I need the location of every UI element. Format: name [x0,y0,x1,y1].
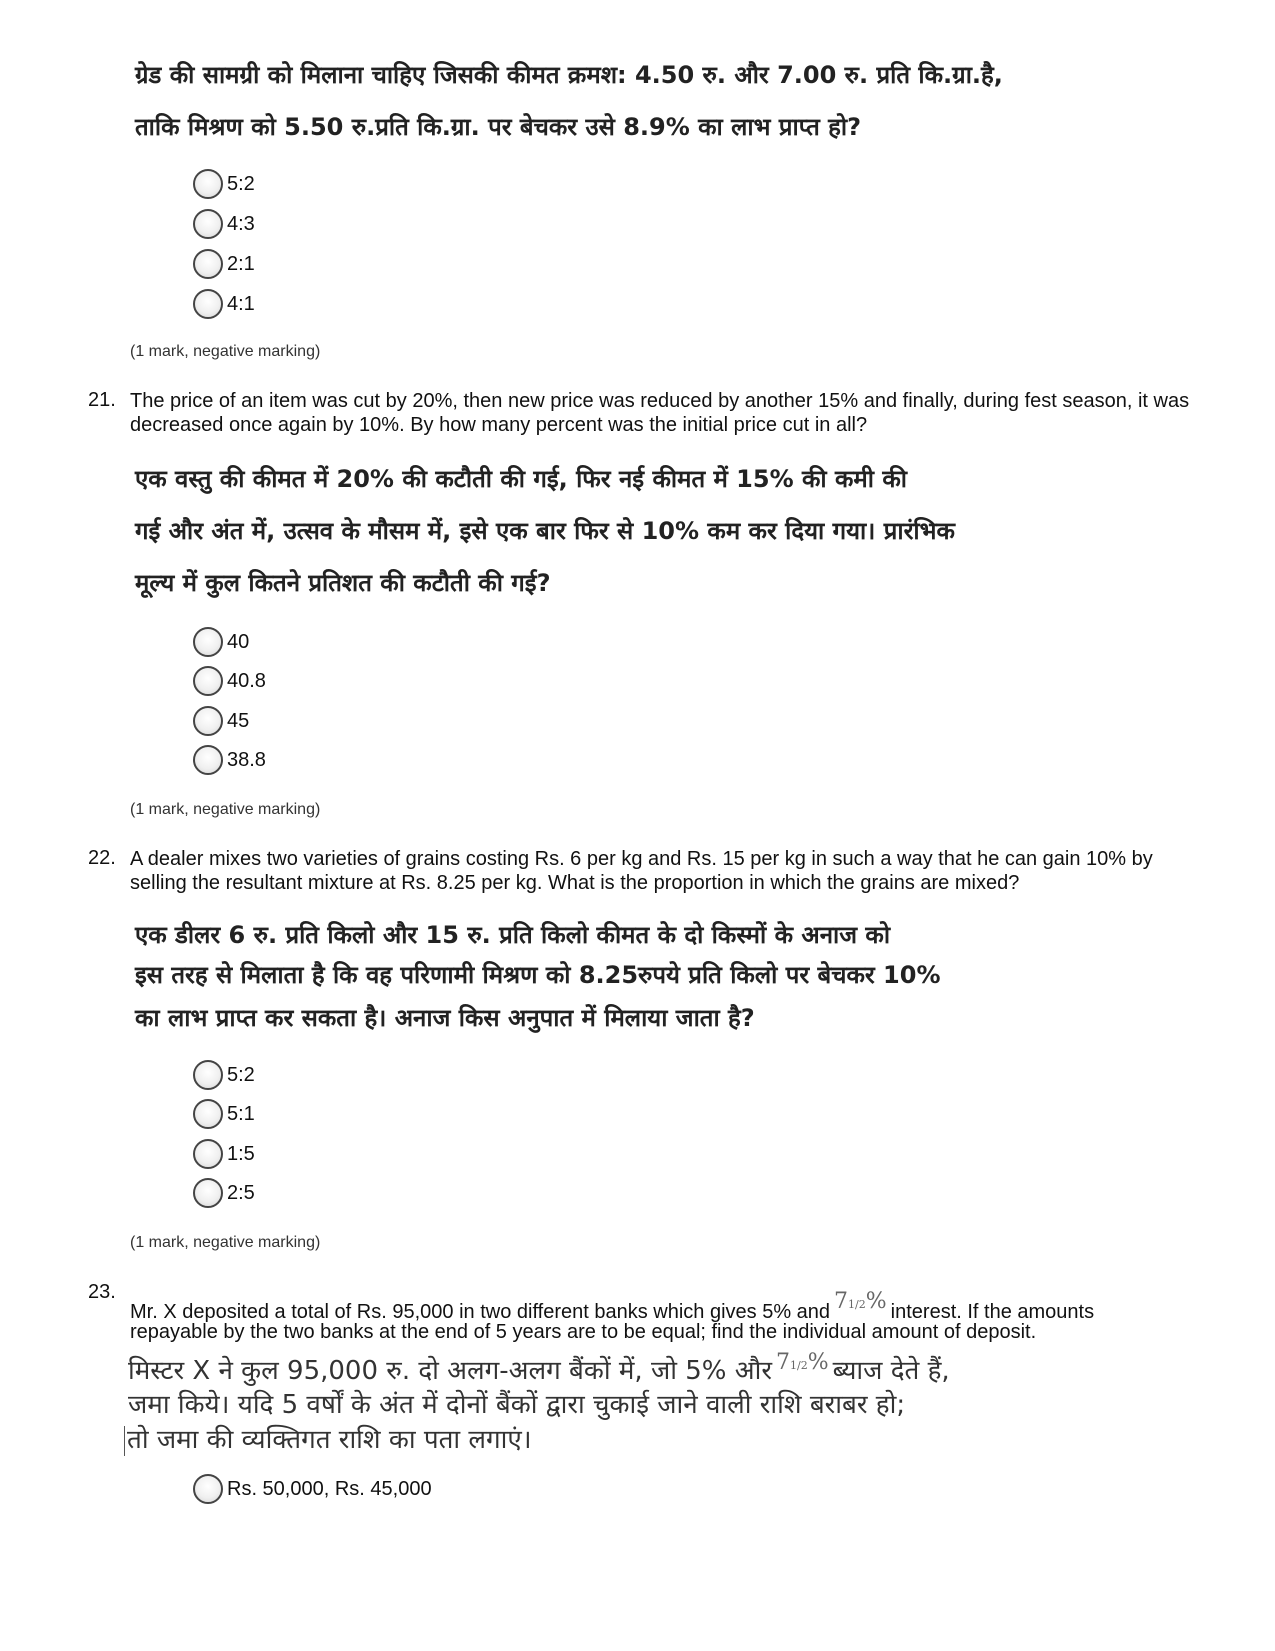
q23-text-line-1 [130,1290,1210,1324]
q22-marking-note: (1 mark, negative marking) [130,1234,321,1251]
q23-hindi-line-3 [124,1420,532,1456]
rate-percent: % [807,1350,829,1375]
radio-button[interactable] [193,1178,223,1208]
radio-button[interactable] [193,1139,223,1169]
q21-hindi-line-2: गई और अंत में, उत्सव के मौसम में, इसे एक बार फिर से 10% कम कर दिया गया। प्रारंभिक [135,517,955,545]
radio-button[interactable] [193,706,223,736]
option-label: 5:2 [227,172,255,195]
q20-hindi-line-2: ताकि मिश्रण को 5.50 रु.प्रति कि.ग्रा. पर बेचकर उसे 8.9% का लाभ प्राप्त हो? [135,113,862,141]
radio-button[interactable] [193,169,223,199]
option-label: 4:3 [227,212,255,235]
q21-option-4[interactable] [193,742,266,778]
q23-option-1[interactable] [193,1471,432,1507]
q22-number: 22. [88,847,116,869]
q21-marking-note: (1 mark, negative marking) [130,801,321,818]
q23-text-part-1: Mr. X deposited a total of Rs. 95,000 in two different banks which gives 5% and [130,1301,831,1323]
option-label: 2:1 [227,252,255,275]
rate-denominator: 2 [800,1359,808,1372]
option-label: 5:1 [227,1102,255,1125]
q20-hindi-line-1: ग्रेड की सामग्री को मिलाना चाहिए जिसकी कीमत क्रमश: 4.50 रु. और 7.00 रु. प्रति कि.ग्रा.है, [135,61,1003,89]
q21-text: The price of an item was cut by 20%, then new price was reduced by another 15% and finally, during fest season, it was decreased once again by 10%. By how many percent was the initial price cut in all? [130,390,1190,436]
q21-option-2[interactable] [193,663,266,699]
radio-button[interactable] [193,1474,223,1504]
rate-whole: 7 [834,1289,849,1314]
option-label: 45 [227,709,250,732]
q21-hindi-line-3: मूल्य में कुल कितने प्रतिशत की कटौती की गई? [135,569,551,597]
q23-hindi-part-2: ब्याज देते हैं, [832,1356,950,1386]
q21-option-1[interactable] [193,624,249,660]
option-label: 1:5 [227,1142,255,1165]
q23-hindi-line-1 [128,1350,950,1387]
radio-button[interactable] [193,289,223,319]
radio-button[interactable] [193,1099,223,1129]
q21-option-3[interactable] [193,703,249,739]
radio-button[interactable] [193,1060,223,1090]
q22-option-1[interactable] [193,1057,255,1093]
q20-option-2[interactable] [193,206,255,242]
rate-percent: % [865,1289,887,1314]
q22-hindi-line-2: इस तरह से मिलाता है कि वह परिणामी मिश्रण को 8.25रुपये प्रति किलो पर बेचकर 10% [135,961,941,989]
q20-marking-note: (1 mark, negative marking) [130,343,321,360]
q23-text-line-2: repayable by the two banks at the end of 5 years are to be equal; find the individual amount of deposit. [130,1321,1037,1343]
q20-option-1[interactable] [193,166,255,202]
q23-hindi-part-1: मिस्टर X ने कुल 95,000 रु. दो अलग-अलग बैंकों में, जो 5% और [128,1356,772,1386]
option-label: 2:5 [227,1181,255,1204]
q22-text: A dealer mixes two varieties of grains costing Rs. 6 per kg and Rs. 15 per kg in such a way that he can gain 10% by selling the resultant mixture at Rs. 8.25 per kg. What is the proportion in which the grains are mixed? [130,848,1153,894]
radio-button[interactable] [193,249,223,279]
q22-hindi-line-1: एक डीलर 6 रु. प्रति किलो और 15 रु. प्रति किलो कीमत के दो किस्मों के अनाज को [135,921,891,949]
q23-text-part-2: interest. If the amounts [890,1301,1095,1323]
option-label: 4:1 [227,292,255,315]
q22-option-4[interactable] [193,1175,255,1211]
rate-fraction-hindi: 71/2% [775,1350,829,1375]
rate-denominator: 2 [858,1298,866,1311]
option-label: Rs. 50,000, Rs. 45,000 [227,1477,432,1500]
radio-button[interactable] [193,627,223,657]
rate-numerator: 1 [848,1298,856,1311]
option-label: 5:2 [227,1063,255,1086]
option-label: 40.8 [227,669,266,692]
q23-number: 23. [88,1281,116,1303]
radio-button[interactable] [193,209,223,239]
q23-hindi-line-2: जमा किये। यदि 5 वर्षों के अंत में दोनों बैंकों द्वारा चुकाई जाने वाली राशि बराबर हो; [128,1390,906,1420]
q20-option-3[interactable] [193,246,255,282]
q23-hindi-line-3-text: तो जमा की व्यक्तिगत राशि का पता लगाएं। [127,1425,532,1455]
q22-option-3[interactable] [193,1136,255,1172]
radio-button[interactable] [193,666,223,696]
rate-numerator: 1 [789,1359,797,1372]
text-cursor [124,1426,125,1456]
q22-hindi-line-3: का लाभ प्राप्त कर सकता है। अनाज किस अनुपात में मिलाया जाता है? [135,1004,755,1032]
q22-option-2[interactable] [193,1096,255,1132]
q21-hindi-line-1: एक वस्तु की कीमत में 20% की कटौती की गई, फिर नई कीमत में 15% की कमी की [135,465,907,493]
option-label: 38.8 [227,748,266,771]
q20-option-4[interactable] [193,286,255,322]
q21-number: 21. [88,389,116,411]
rate-fraction: 71/2% [834,1289,887,1314]
radio-button[interactable] [193,745,223,775]
rate-whole: 7 [775,1350,790,1375]
option-label: 40 [227,630,250,653]
